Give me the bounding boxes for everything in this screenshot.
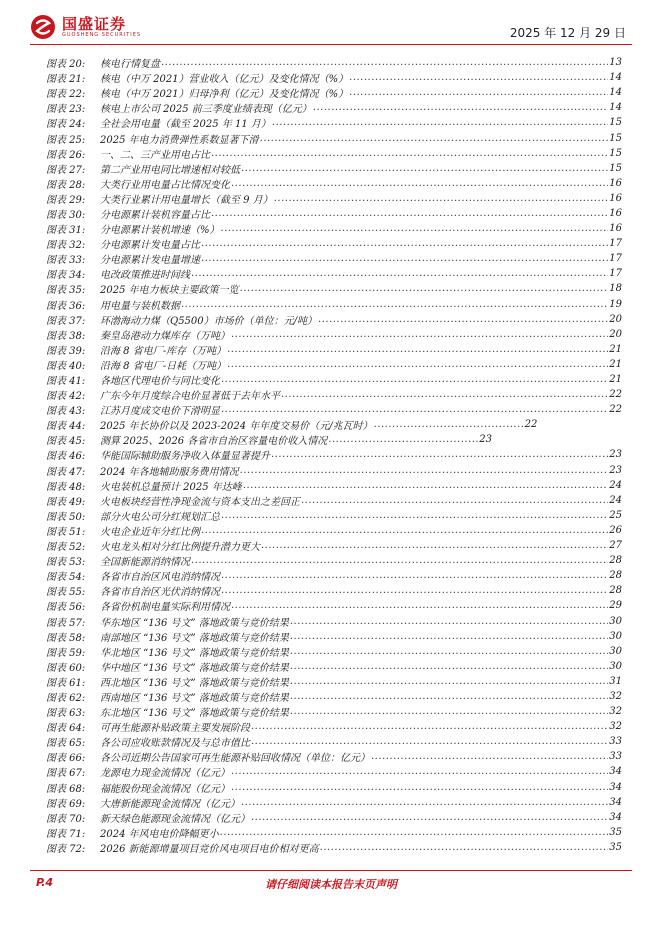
toc-entry[interactable] <box>46 719 622 734</box>
toc-page-number: 17 <box>609 253 622 265</box>
toc-figure-title: 2024 年风电电价降幅更小 <box>100 828 219 840</box>
toc-leader-dots <box>349 72 608 83</box>
toc-entry[interactable] <box>46 764 622 779</box>
toc-figure-title: 西南地区 “136 号文” 落地政策与竞价结果 <box>100 692 289 704</box>
toc-leader-dots <box>318 314 608 325</box>
toc-page-number: 16 <box>609 223 622 235</box>
toc-figure-number: 图表 31: <box>46 225 86 237</box>
toc-figure-number: 图表 36: <box>46 300 86 312</box>
toc-entry[interactable] <box>46 327 622 342</box>
disclaimer-note: 请仔细阅读本报告末页声明 <box>265 878 397 891</box>
toc-page-number: 16 <box>609 192 622 204</box>
toc-figure-number: 图表 49: <box>46 496 86 508</box>
toc-leader-dots <box>227 344 608 355</box>
toc-entry[interactable] <box>46 538 622 553</box>
toc-entry[interactable] <box>46 704 622 719</box>
toc-leader-dots <box>201 238 608 249</box>
toc-figure-number: 图表 37: <box>46 315 86 327</box>
toc-figure-title: 东北地区 “136 号文” 落地政策与竞价结果 <box>100 708 289 720</box>
toc-figure-title: 江苏月度成交电价下滑明显 <box>100 406 220 418</box>
toc-entry[interactable] <box>46 70 622 85</box>
logo-english-name: GUOSHENG SECURITIES <box>62 31 142 38</box>
toc-figure-title: 核电行情复盘 <box>100 59 160 71</box>
toc-entry[interactable] <box>46 312 622 327</box>
toc-figure-title: 广东今年月度综合电价显著低于去年水平 <box>100 391 280 403</box>
toc-page-number: 15 <box>609 117 622 129</box>
toc-figure-number: 图表 60: <box>46 662 86 674</box>
toc-leader-dots <box>240 283 609 294</box>
toc-figure-title: 大类行业用电量占比情况变化 <box>100 179 230 191</box>
toc-leader-dots <box>221 510 608 521</box>
toc-figure-title: 核电上市公司 2025 前三季度业绩表现（亿元） <box>100 104 312 116</box>
toc-figure-title: 2025 年电力消费弹性系数显著下滑 <box>100 134 259 146</box>
toc-entry[interactable] <box>46 508 622 523</box>
toc-entry[interactable] <box>46 795 622 810</box>
toc-leader-dots <box>243 480 608 491</box>
toc-entry[interactable] <box>46 342 622 357</box>
toc-figure-number: 图表 38: <box>46 330 86 342</box>
toc-entry[interactable] <box>46 372 622 387</box>
toc-figure-number: 图表 63: <box>46 708 86 720</box>
figure-index <box>46 55 622 855</box>
toc-entry[interactable] <box>46 749 622 764</box>
toc-figure-number: 图表 51: <box>46 526 86 538</box>
toc-leader-dots <box>181 299 608 310</box>
toc-page-number: 32 <box>609 721 622 733</box>
toc-figure-number: 图表 41: <box>46 376 86 388</box>
toc-page-number: 28 <box>609 555 622 567</box>
toc-figure-number: 图表 68: <box>46 783 86 795</box>
toc-figure-number: 图表 50: <box>46 511 86 523</box>
toc-page-number: 34 <box>609 796 622 808</box>
toc-figure-title: 火电板块经营性净现金流与资本支出之差回正 <box>100 496 300 508</box>
toc-figure-title: 核电（中万 2021）营业收入（亿元）及变化情况（%） <box>100 74 349 86</box>
toc-entry[interactable] <box>46 659 622 674</box>
header-divider <box>30 44 632 45</box>
toc-figure-number: 图表 33: <box>46 255 86 267</box>
toc-leader-dots <box>290 646 608 657</box>
toc-leader-dots <box>240 465 609 476</box>
toc-figure-title: 用电量与装机数据 <box>100 300 180 312</box>
toc-leader-dots <box>241 163 608 174</box>
toc-figure-title: 2025 年长协价以及 2023-2024 年年度交易价（元/兆瓦时） <box>100 421 373 433</box>
toc-figure-title: 2025 年电力板块主要政策一览 <box>100 285 239 297</box>
toc-leader-dots <box>161 57 608 68</box>
toc-page-number: 15 <box>609 162 622 174</box>
toc-leader-dots <box>272 117 608 128</box>
toc-leader-dots <box>251 736 608 747</box>
toc-figure-title: 华中地区 “136 号文” 落地政策与竞价结果 <box>100 662 289 674</box>
toc-leader-dots <box>231 782 608 793</box>
toc-entry[interactable] <box>46 840 622 855</box>
toc-figure-title: 西北地区 “136 号文” 落地政策与竞价结果 <box>100 677 289 689</box>
logo-mark-icon <box>30 14 56 40</box>
toc-page-number: 28 <box>609 585 622 597</box>
toc-entry[interactable] <box>46 236 622 251</box>
footer-divider <box>30 870 632 871</box>
toc-figure-number: 图表 34: <box>46 270 86 282</box>
toc-leader-dots <box>281 389 608 400</box>
toc-figure-number: 图表 27: <box>46 164 86 176</box>
toc-page-number: 35 <box>609 826 622 838</box>
toc-entry[interactable] <box>46 432 622 447</box>
toc-page-number: 14 <box>609 87 622 99</box>
toc-figure-number: 图表 32: <box>46 240 86 252</box>
toc-figure-title: 部分火电公司分红规划汇总 <box>100 511 220 523</box>
toc-leader-dots <box>241 797 608 808</box>
toc-figure-title: 火电装机总量预计 2025 年达峰 <box>100 481 242 493</box>
toc-figure-title: 各地区代理电价与同比变化 <box>100 376 220 388</box>
toc-figure-number: 图表 66: <box>46 753 86 765</box>
toc-figure-number: 图表 62: <box>46 692 86 704</box>
toc-figure-number: 图表 64: <box>46 723 86 735</box>
toc-leader-dots <box>290 661 608 672</box>
toc-figure-title: 2026 新能源增量项目竞价风电项目电价相对更高 <box>100 843 319 855</box>
toc-leader-dots <box>271 449 608 460</box>
toc-leader-dots <box>290 631 608 642</box>
toc-leader-dots <box>221 223 609 234</box>
toc-figure-number: 图表 28: <box>46 179 86 191</box>
toc-figure-title: 福能股份现金流情况（亿元） <box>100 783 230 795</box>
toc-entry[interactable] <box>46 191 622 206</box>
toc-figure-title: 新天绿色能源现金流情况（亿元） <box>100 813 250 825</box>
toc-entry[interactable] <box>46 463 622 478</box>
toc-page-number: 34 <box>609 766 622 778</box>
toc-entry[interactable] <box>46 553 622 568</box>
toc-figure-title: 各公司近期公告国家可再生能源补贴回收情况（单位：亿元） <box>100 753 370 765</box>
toc-figure-title: 全社会用电量（截至 2025 年 11 月） <box>100 119 271 131</box>
toc-page-number: 14 <box>609 72 622 84</box>
toc-leader-dots <box>221 585 608 596</box>
toc-leader-dots <box>290 706 608 717</box>
toc-page-number: 27 <box>609 540 622 552</box>
toc-entry[interactable] <box>46 100 622 115</box>
toc-page-number: 33 <box>609 751 622 763</box>
toc-entry[interactable] <box>46 281 622 296</box>
toc-figure-title: 华东地区 “136 号文” 落地政策与竞价结果 <box>100 617 289 629</box>
toc-figure-number: 图表 22: <box>46 89 86 101</box>
toc-leader-dots <box>191 555 608 566</box>
toc-figure-number: 图表 24: <box>46 119 86 131</box>
toc-leader-dots <box>211 208 608 219</box>
toc-entry[interactable] <box>46 206 622 221</box>
toc-figure-title: 龙源电力现金流情况（亿元） <box>100 768 230 780</box>
report-date: 2025 年 12 月 29 日 <box>509 26 626 40</box>
toc-entry[interactable] <box>46 266 622 281</box>
toc-figure-title: 一、二、三产业用电占比 <box>100 149 210 161</box>
toc-entry[interactable] <box>46 221 622 236</box>
toc-entry[interactable] <box>46 146 622 161</box>
toc-page-number: 30 <box>609 630 622 642</box>
toc-figure-title: 沿海 8 省电厂-库存（万吨） <box>100 345 227 357</box>
toc-entry[interactable] <box>46 598 622 613</box>
toc-leader-dots <box>231 178 608 189</box>
toc-entry[interactable] <box>46 55 622 70</box>
toc-figure-title: 各省份机制电量实际利用情况 <box>100 602 230 614</box>
toc-leader-dots <box>374 419 524 430</box>
toc-entry[interactable] <box>46 478 622 493</box>
toc-figure-number: 图表 20: <box>46 59 86 71</box>
toc-page-number: 30 <box>609 645 622 657</box>
toc-page-number: 22 <box>609 404 622 416</box>
toc-figure-number: 图表 21: <box>46 74 86 86</box>
toc-page-number: 23 <box>609 464 622 476</box>
toc-entry[interactable] <box>46 447 622 462</box>
toc-entry[interactable] <box>46 85 622 100</box>
toc-entry[interactable] <box>46 613 622 628</box>
toc-page-number: 17 <box>609 268 622 280</box>
toc-figure-number: 图表 52: <box>46 542 86 554</box>
toc-entry[interactable] <box>46 130 622 145</box>
toc-figure-title: 各省市自治区风电消纳情况 <box>100 572 220 584</box>
toc-leader-dots <box>191 268 608 279</box>
toc-figure-number: 图表 53: <box>46 557 86 569</box>
toc-figure-number: 图表 72: <box>46 843 86 855</box>
toc-entry[interactable] <box>46 297 622 312</box>
toc-figure-title: 电改政策推进时间线 <box>100 270 190 282</box>
company-logo <box>30 14 141 40</box>
toc-leader-dots <box>221 374 608 385</box>
toc-figure-number: 图表 35: <box>46 285 86 297</box>
toc-page-number: 20 <box>609 328 622 340</box>
toc-leader-dots <box>290 616 608 627</box>
toc-page-number: 20 <box>609 313 622 325</box>
toc-figure-title: 核电（中万 2021）归母净利（亿元）及变化情况（%） <box>100 89 349 101</box>
toc-figure-title: 分电源累计发电量增速 <box>100 255 200 267</box>
toc-figure-number: 图表 40: <box>46 360 86 372</box>
toc-figure-number: 图表 45: <box>46 436 86 448</box>
toc-leader-dots <box>328 434 478 445</box>
toc-figure-title: 可再生能源补贴政策主要发展阶段 <box>100 723 250 735</box>
toc-page-number: 23 <box>479 434 492 446</box>
toc-leader-dots <box>231 329 608 340</box>
toc-page-number: 32 <box>609 706 622 718</box>
toc-leader-dots <box>201 525 608 536</box>
toc-figure-title: 秦皇岛港动力煤库存（万吨） <box>100 330 230 342</box>
toc-entry[interactable] <box>46 629 622 644</box>
toc-figure-title: 各公司应收账款情况及与总市值比 <box>100 738 250 750</box>
toc-leader-dots <box>251 812 608 823</box>
logo-chinese-name: 国盛证券 <box>62 14 127 33</box>
toc-leader-dots <box>274 193 609 204</box>
toc-page-number: 22 <box>524 419 538 431</box>
toc-page-number: 15 <box>609 132 622 144</box>
toc-figure-title: 华能国际辅助服务净收入体量显著提升 <box>100 451 270 463</box>
toc-figure-number: 图表 47: <box>46 466 86 478</box>
toc-figure-number: 图表 56: <box>46 602 86 614</box>
toc-leader-dots <box>251 721 608 732</box>
toc-figure-number: 图表 58: <box>46 632 86 644</box>
toc-entry[interactable] <box>46 176 622 191</box>
toc-figure-title: 分电源累计发电量占比 <box>100 240 200 252</box>
toc-entry[interactable] <box>46 493 622 508</box>
toc-leader-dots <box>221 570 608 581</box>
toc-entry[interactable] <box>46 734 622 749</box>
toc-figure-number: 图表 26: <box>46 149 86 161</box>
toc-figure-title: 大类行业累计用电量增长（截至 9 月） <box>100 194 273 206</box>
toc-page-number: 26 <box>609 524 622 536</box>
toc-page-number: 33 <box>609 736 622 748</box>
toc-figure-title: 大唐新能源现金流情况（亿元） <box>100 798 240 810</box>
toc-figure-number: 图表 67: <box>46 768 86 780</box>
toc-figure-number: 图表 59: <box>46 647 86 659</box>
toc-entry[interactable] <box>46 251 622 266</box>
toc-figure-number: 图表 25: <box>46 134 86 146</box>
toc-entry[interactable] <box>46 674 622 689</box>
toc-entry[interactable] <box>46 780 622 795</box>
toc-page-number: 17 <box>609 238 622 250</box>
toc-figure-number: 图表 69: <box>46 798 86 810</box>
toc-leader-dots <box>201 253 608 264</box>
toc-figure-title: 第二产业用电同比增速相对较低 <box>100 164 240 176</box>
toc-leader-dots <box>349 87 608 98</box>
toc-entry[interactable] <box>46 568 622 583</box>
toc-page-number: 34 <box>609 811 622 823</box>
toc-entry[interactable] <box>46 115 622 130</box>
toc-figure-number: 图表 65: <box>46 738 86 750</box>
toc-figure-number: 图表 43: <box>46 406 86 418</box>
toc-figure-title: 南部地区 “136 号文” 落地政策与竞价结果 <box>100 632 289 644</box>
toc-page-number: 16 <box>609 177 622 189</box>
toc-leader-dots <box>320 842 609 853</box>
toc-page-number: 13 <box>609 57 622 69</box>
toc-figure-title: 测算 2025、2026 各省市自治区容量电价收入情况 <box>100 436 328 448</box>
toc-entry[interactable] <box>46 523 622 538</box>
toc-page-number: 24 <box>609 494 622 506</box>
toc-figure-number: 图表 54: <box>46 572 86 584</box>
toc-leader-dots <box>313 102 608 113</box>
toc-page-number: 29 <box>609 600 622 612</box>
toc-page-number: 16 <box>609 207 622 219</box>
toc-entry[interactable] <box>46 402 622 417</box>
toc-figure-title: 分电源累计装机容量占比 <box>100 209 210 221</box>
toc-leader-dots <box>221 404 608 415</box>
toc-leader-dots <box>301 495 608 506</box>
toc-figure-number: 图表 29: <box>46 194 86 206</box>
toc-entry[interactable] <box>46 825 622 840</box>
toc-page-number: 35 <box>609 841 622 853</box>
toc-entry[interactable] <box>46 583 622 598</box>
toc-page-number: 21 <box>609 358 622 370</box>
toc-leader-dots <box>261 540 608 551</box>
toc-figure-title: 全国新能源消纳情况 <box>100 557 190 569</box>
toc-leader-dots <box>211 148 608 159</box>
toc-figure-number: 图表 55: <box>46 587 86 599</box>
toc-figure-number: 图表 44: <box>46 421 86 433</box>
toc-figure-number: 图表 42: <box>46 391 86 403</box>
toc-entry[interactable] <box>46 810 622 825</box>
toc-leader-dots <box>260 133 609 144</box>
toc-page-number: 31 <box>609 675 622 687</box>
toc-page-number: 18 <box>609 283 622 295</box>
toc-leader-dots <box>220 827 609 838</box>
toc-figure-title: 2024 年各地辅助服务费用情况 <box>100 466 239 478</box>
toc-figure-title: 华北地区 “136 号文” 落地政策与竞价结果 <box>100 647 289 659</box>
toc-figure-number: 图表 46: <box>46 451 86 463</box>
toc-page-number: 23 <box>609 449 622 461</box>
toc-figure-title: 环渤海动力煤（Q5500）市场价（单位：元/吨） <box>100 315 318 327</box>
toc-leader-dots <box>290 676 608 687</box>
toc-figure-title: 分电源累计装机增速（%） <box>100 225 220 237</box>
toc-page-number: 30 <box>609 660 622 672</box>
toc-entry[interactable] <box>46 689 622 704</box>
toc-leader-dots <box>371 751 608 762</box>
toc-figure-title: 各省市自治区光伏消纳情况 <box>100 587 220 599</box>
toc-figure-title: 火电龙头相对分红比例提升潜力更大 <box>100 542 260 554</box>
toc-entry[interactable] <box>46 357 622 372</box>
toc-entry[interactable] <box>46 161 622 176</box>
toc-page-number: 21 <box>609 343 622 355</box>
toc-leader-dots <box>227 359 608 370</box>
page-header <box>0 0 662 46</box>
toc-page-number: 34 <box>609 781 622 793</box>
toc-page-number: 24 <box>609 479 622 491</box>
toc-figure-number: 图表 71: <box>46 828 86 840</box>
toc-page-number: 19 <box>609 298 622 310</box>
toc-figure-number: 图表 39: <box>46 345 86 357</box>
toc-figure-number: 图表 30: <box>46 209 86 221</box>
toc-figure-number: 图表 48: <box>46 481 86 493</box>
toc-leader-dots <box>231 766 608 777</box>
toc-figure-title: 火电企业近年分红比例 <box>100 526 200 538</box>
page-number: P.4 <box>36 876 54 889</box>
toc-figure-number: 图表 23: <box>46 104 86 116</box>
toc-page-number: 15 <box>609 147 622 159</box>
toc-entry[interactable] <box>46 644 622 659</box>
toc-page-number: 25 <box>609 509 622 521</box>
toc-entry[interactable] <box>46 387 622 402</box>
toc-figure-number: 图表 61: <box>46 677 86 689</box>
toc-page-number: 30 <box>609 615 622 627</box>
toc-figure-number: 图表 57: <box>46 617 86 629</box>
toc-page-number: 14 <box>609 102 622 114</box>
toc-figure-number: 图表 70: <box>46 813 86 825</box>
toc-leader-dots <box>290 691 608 702</box>
toc-page-number: 28 <box>609 570 622 582</box>
toc-figure-title: 沿海 8 省电厂-日耗（万吨） <box>100 360 227 372</box>
toc-page-number: 22 <box>609 389 622 401</box>
toc-entry[interactable] <box>46 417 622 432</box>
toc-leader-dots <box>231 600 608 611</box>
toc-page-number: 32 <box>609 690 622 702</box>
toc-page-number: 21 <box>609 374 622 386</box>
